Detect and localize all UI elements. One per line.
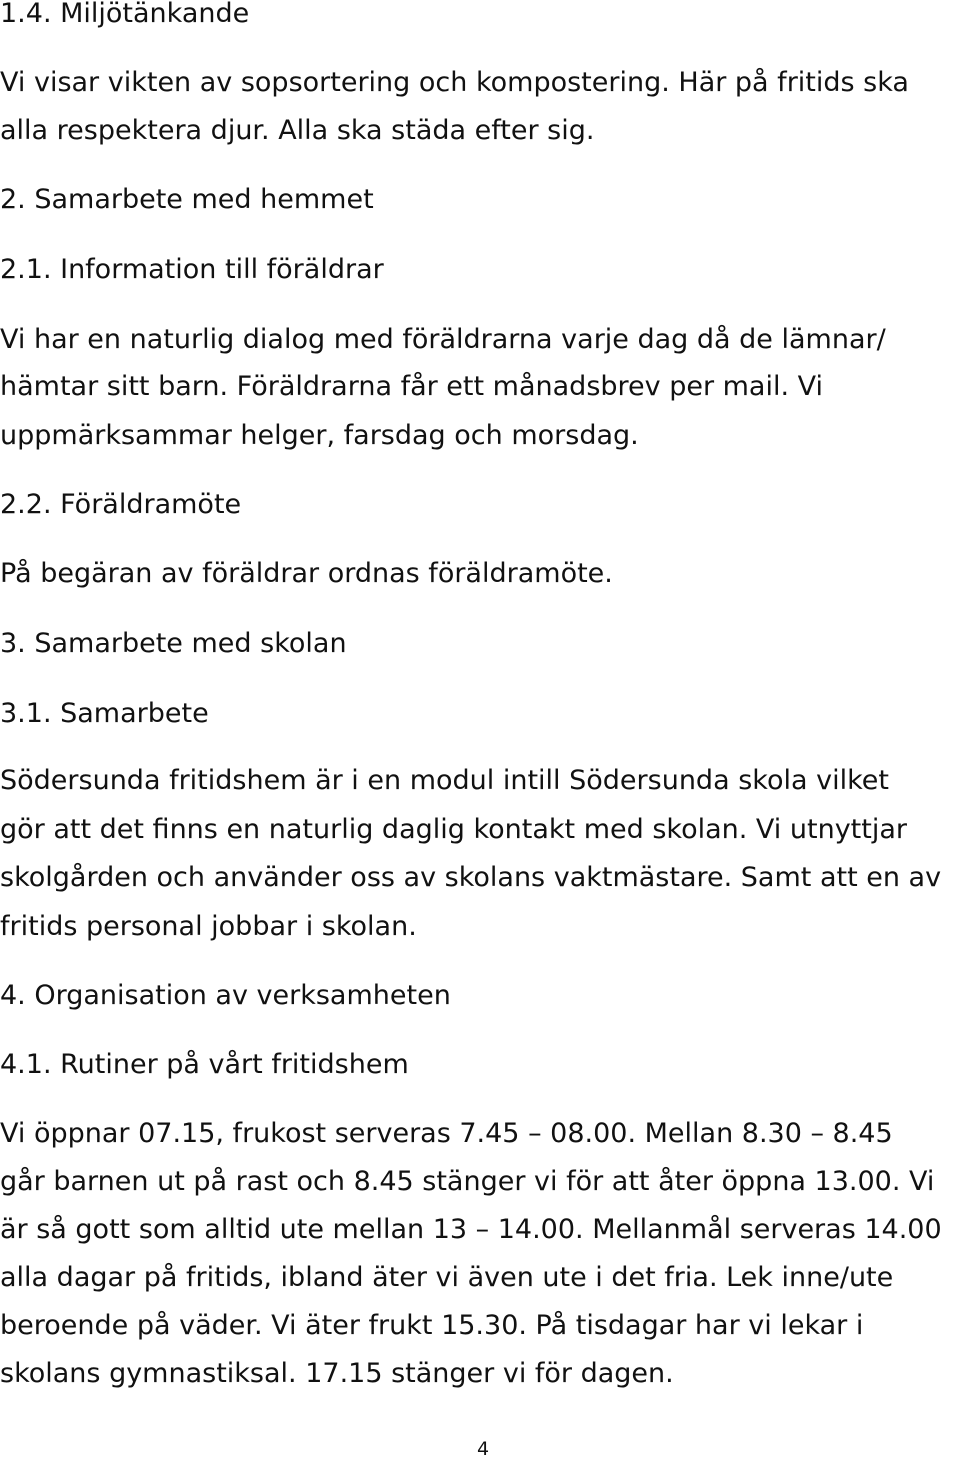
paragraph-line: Vi visar vikten av sopsortering och kompostering. Här på fritids ska [0,67,909,98]
heading-2: 2. Samarbete med hemmet [0,184,374,215]
heading-4: 4. Organisation av verksamheten [0,980,451,1011]
paragraph-line: Vi har en naturlig dialog med föräldrarna varje dag då de lämnar/ [0,324,886,355]
heading-1-4: 1.4. Miljötänkande [0,0,250,29]
paragraph-line: Vi öppnar 07.15, frukost serveras 7.45 – 08.00. Mellan 8.30 – 8.45 [0,1118,893,1149]
heading-4-1: 4.1. Rutiner på vårt fritidshem [0,1049,409,1080]
paragraph-line: skolgården och använder oss av skolans vaktmästare. Samt att en av [0,862,942,893]
page-number: 4 [476,1438,490,1460]
paragraph-line: beroende på väder. Vi äter frukt 15.30. På tisdagar har vi lekar i [0,1310,864,1341]
paragraph-line: går barnen ut på rast och 8.45 stänger vi för att åter öppna 13.00. Vi [0,1166,935,1197]
paragraph-line: fritids personal jobbar i skolan. [0,911,417,942]
paragraph-line: skolans gymnastiksal. 17.15 stänger vi för dagen. [0,1358,674,1389]
paragraph-line: alla dagar på fritids, ibland äter vi även ute i det fria. Lek inne/ute [0,1262,894,1293]
paragraph-line: uppmärksammar helger, farsdag och morsdag. [0,420,639,451]
paragraph-line: hämtar sitt barn. Föräldrarna får ett månadsbrev per mail. Vi [0,371,824,402]
heading-3-1: 3.1. Samarbete [0,698,209,729]
paragraph-line: alla respektera djur. Alla ska städa efter sig. [0,115,595,146]
heading-2-1: 2.1. Information till föräldrar [0,254,384,285]
paragraph-line: är så gott som alltid ute mellan 13 – 14.00. Mellanmål serveras 14.00 [0,1214,942,1245]
heading-2-2: 2.2. Föräldramöte [0,489,242,520]
paragraph-line: gör att det finns en naturlig daglig kontakt med skolan. Vi utnyttjar [0,814,908,845]
paragraph-line: På begäran av föräldrar ordnas föräldramöte. [0,558,613,589]
paragraph-line: Södersunda fritidshem är i en modul intill Södersunda skola vilket [0,765,889,796]
heading-3: 3. Samarbete med skolan [0,628,347,659]
